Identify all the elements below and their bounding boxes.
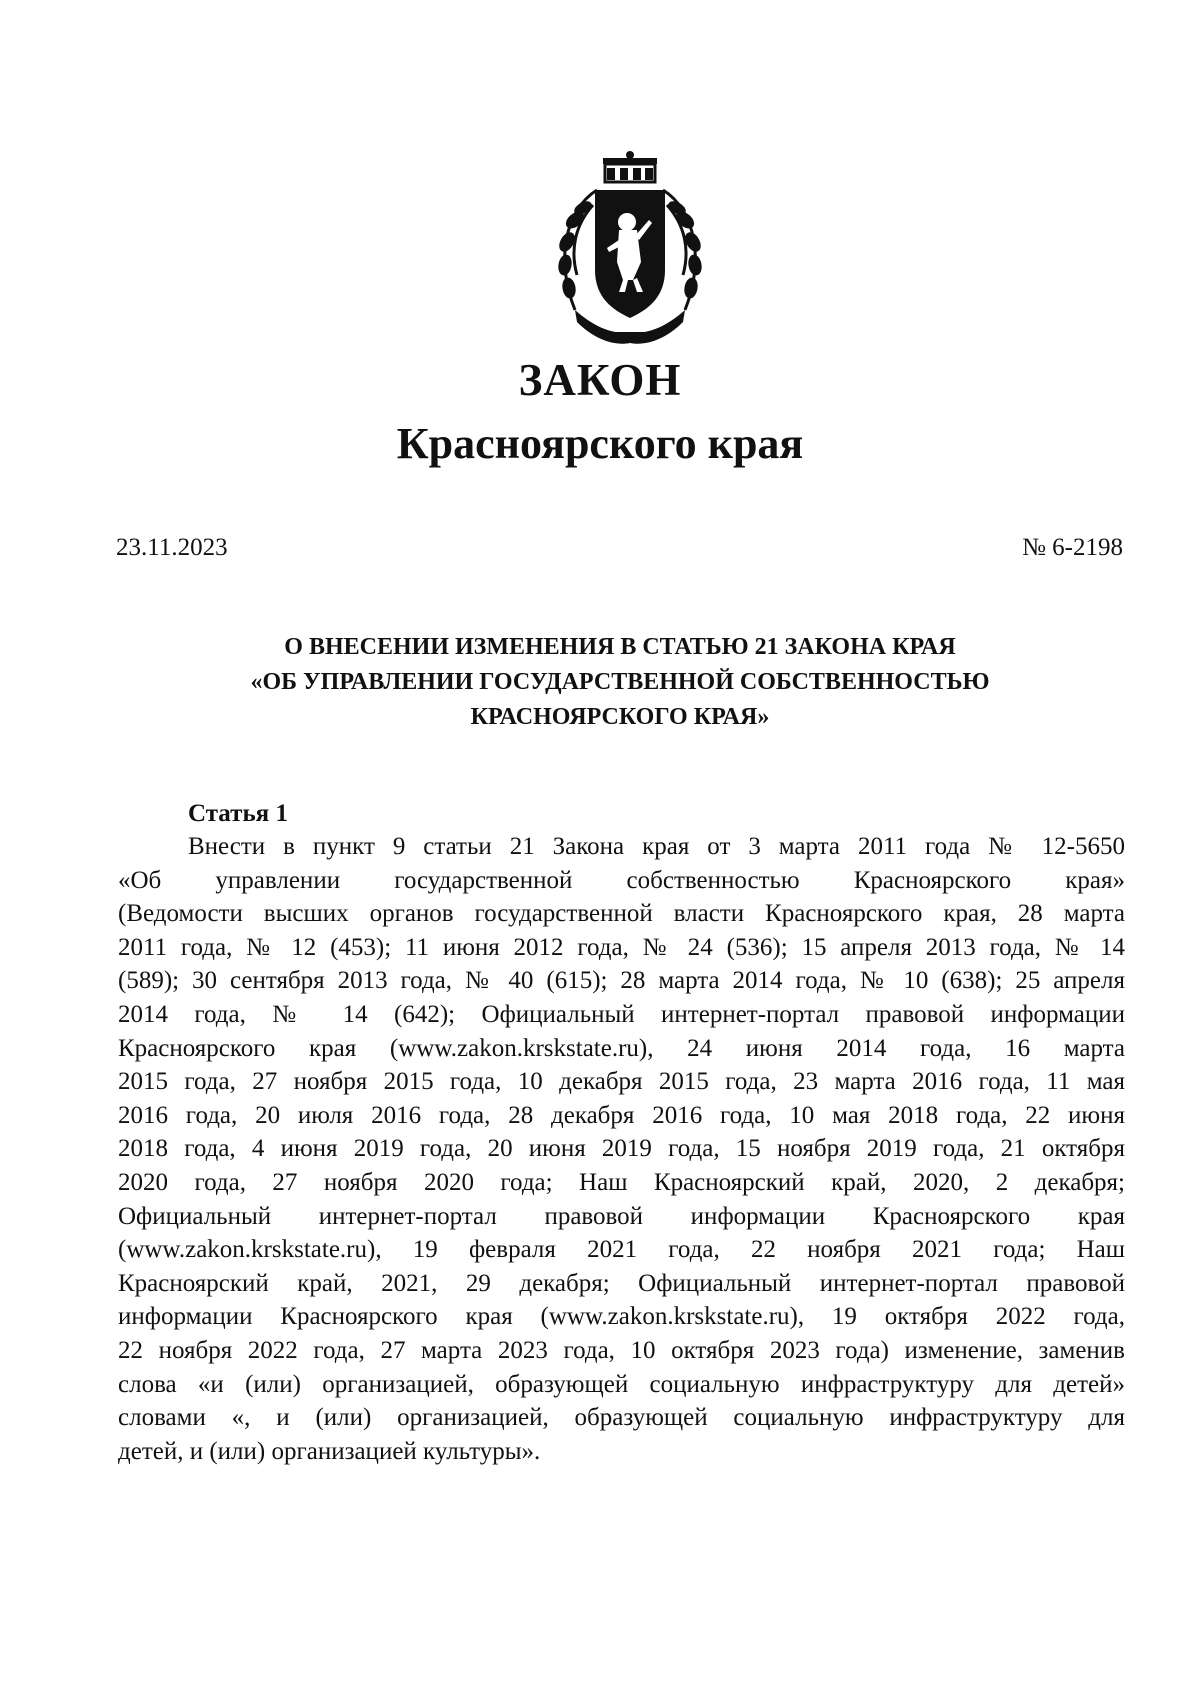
crown-icon [603,151,657,182]
law-number: № 6-2198 [1022,534,1123,561]
article-line: Красноярского края (www.zakon.krskstate.ru), 24 июня 2014 года, 16 марта [118,1034,1125,1062]
law-title: ЗАКОН [518,355,682,405]
article-line: 2015 года, 27 ноября 2015 года, 10 декабря 2015 года, 23 марта 2016 года, 11 мая [118,1068,1125,1096]
heading-line: КРАСНОЯРСКОГО КРАЯ» [470,704,770,730]
article-line: 2011 года, № 12 (453); 11 июня 2012 года, № 24 (536); 15 апреля 2013 года, № 14 [118,933,1125,961]
article-line: информации Красноярского края (www.zakon.krskstate.ru), 19 октября 2022 года, [118,1303,1125,1331]
document-heading [140,630,1100,735]
right-wreath-icon [663,190,702,310]
law-subtitle: Красноярского края [396,419,804,468]
article-line: детей, и (или) организацией культуры». [118,1437,541,1465]
article-line: 22 ноября 2022 года, 27 марта 2023 года, 10 октября 2023 года) изменение, заменив [118,1336,1125,1364]
left-wreath-icon [558,190,597,310]
article-line: Внести в пункт 9 статьи 21 Закона края от 3 марта 2011 года № 12-5650 [188,833,1125,860]
article-line: 2014 года, № 14 (642); Официальный интернет-портал правовой информации [118,1000,1125,1028]
article-line: (589); 30 сентября 2013 года, № 40 (615); 28 марта 2014 года, № 10 (638); 25 апреля [118,967,1125,995]
article-line: 2020 года, 27 ноября 2020 года; Наш Красноярский край, 2020, 2 декабря; [118,1168,1125,1196]
article-line: словами «, и (или) организацией, образующей социальную инфраструктуру для [118,1404,1125,1432]
article-line: (www.zakon.krskstate.ru), 19 февраля 2021 года, 22 ноября 2021 года; Наш [118,1236,1125,1264]
article-title: Статья 1 [188,800,288,827]
article-line: Красноярский край, 2021, 29 декабря; Официальный интернет-портал правовой [118,1269,1125,1297]
article-line: «Об управлении государственной собственностью Красноярского края» [118,866,1125,894]
article-line: 2016 года, 20 июля 2016 года, 28 декабря 2016 года, 10 мая 2018 года, 22 июня [118,1101,1125,1129]
law-date: 23.11.2023 [116,534,228,561]
article-line: слова «и (или) организацией, образующей социальную инфраструктуру для детей» [118,1370,1125,1398]
article-line: 2018 года, 4 июня 2019 года, 20 июня 2019 года, 15 ноября 2019 года, 21 октября [118,1135,1125,1163]
article-line: Официальный интернет-портал правовой информации Красноярского края [118,1202,1125,1230]
coat-of-arms-emblem [535,150,725,350]
article-body [118,830,1125,1468]
article-line: (Ведомости высших органов государственной власти Красноярского края, 28 марта [118,900,1125,928]
heading-line: «ОБ УПРАВЛЕНИИ ГОСУДАРСТВЕННОЙ СОБСТВЕННОСТЬЮ [250,669,990,695]
heading-line: О ВНЕСЕНИИ ИЗМЕНЕНИЯ В СТАТЬЮ 21 ЗАКОНА КРАЯ [284,634,956,660]
